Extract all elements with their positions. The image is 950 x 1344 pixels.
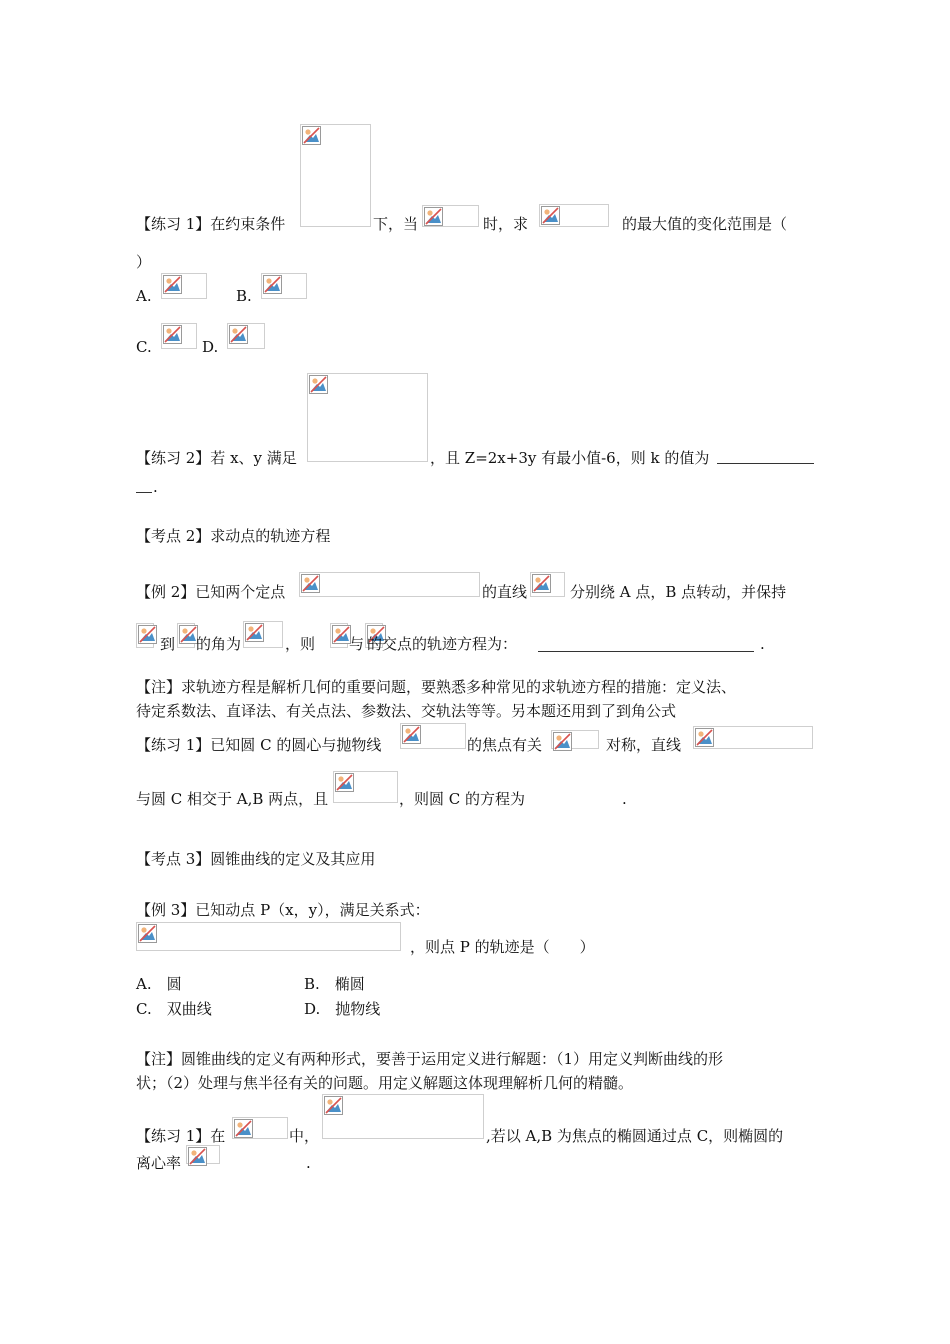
line-equation-image (693, 726, 813, 749)
broken-image-icon (335, 773, 354, 792)
ex2-answer-blank-cont (136, 492, 152, 493)
key-point-3-title: 【考点 3】圆锥曲线的定义及其应用 (136, 850, 376, 868)
ex1-option-d-label: D. (202, 338, 219, 356)
broken-image-icon (234, 1119, 253, 1138)
broken-image-icon (163, 275, 182, 294)
relation-image (136, 922, 401, 951)
li2-text-mid: 的直线 (482, 583, 528, 601)
ex1-option-a-label: A. (136, 287, 152, 305)
li3-option-c: C. 双曲线 (136, 1000, 212, 1018)
option-b-image (261, 273, 307, 299)
eccentricity-image (186, 1145, 220, 1164)
ex2-answer-blank (717, 463, 814, 464)
li3-text-post: ，则点 P 的轨迹是（ ） (410, 938, 595, 956)
parabola-image (400, 723, 466, 749)
note2-line1: 【注】圆锥曲线的定义有两种形式，要善于运用定义进行解题：（1）用定义判断曲线的形 (136, 1050, 724, 1068)
ex1-text-close: ） (136, 253, 152, 271)
ex4-text-pre: 【练习 1】在 (136, 1127, 226, 1145)
li2-text-tail: . (760, 635, 765, 653)
option-d-image (227, 323, 265, 349)
fixed-points-image (299, 572, 480, 597)
option-c-image (161, 323, 197, 349)
line-l1-image-2 (330, 623, 348, 648)
li2-text-pre: 【例 2】已知两个定点 (136, 583, 286, 601)
ex1-option-b-label: B. (236, 287, 252, 305)
ex1-text-post: 的最大值的变化范围是（ (622, 215, 788, 233)
ex3-text-mid: 的焦点有关 (467, 736, 543, 754)
condition-image (422, 205, 479, 227)
broken-image-icon (324, 1096, 343, 1115)
chord-length-image (333, 771, 398, 803)
objective-image (539, 204, 609, 227)
line-l1-image (136, 623, 154, 648)
note2-line2: 状；（2）处理与焦半径有关的问题。用定义解题这体现理解析几何的精髓。 (136, 1074, 634, 1092)
ex1-option-c-label: C. (136, 338, 152, 356)
broken-image-icon (229, 325, 248, 344)
broken-image-icon (532, 574, 551, 593)
angle-image (243, 621, 283, 648)
li3-option-b: B. 椭圆 (304, 975, 365, 993)
li3-option-d: D. 抛物线 (304, 1000, 381, 1018)
ex4-text-mid: 中， (289, 1127, 320, 1145)
ex2-text-pre: 【练习 2】若 x、y 满足 (136, 449, 297, 467)
note1-line1: 【注】求轨迹方程是解析几何的重要问题，要熟悉多种常见的求轨迹方程的措施：定义法、 (136, 678, 737, 696)
line-l2-image (177, 623, 195, 648)
triangle-condition-image (322, 1094, 484, 1139)
ex2-text-tail: . (153, 478, 158, 496)
broken-image-icon (245, 623, 264, 642)
broken-image-icon (138, 924, 157, 943)
ex1-text-pre: 【练习 1】在约束条件 (136, 215, 286, 233)
ex3-text-l2a: 与圆 C 相交于 A,B 两点，且 (136, 790, 329, 808)
broken-image-icon (263, 275, 282, 294)
li2-text-and: 与 (349, 635, 365, 653)
broken-image-icon (301, 574, 320, 593)
broken-image-icon (424, 207, 443, 226)
broken-image-icon (302, 126, 321, 145)
broken-image-icon (309, 375, 328, 394)
triangle-image (232, 1117, 288, 1139)
broken-image-icon (163, 325, 182, 344)
ex1-text-mid2: 时，求 (483, 215, 529, 233)
ex2-text-post: ，且 Z=2x+3y 有最小值-6，则 k 的值为 (430, 449, 710, 467)
broken-image-icon (188, 1147, 207, 1166)
key-point-2-title: 【考点 2】求动点的轨迹方程 (136, 527, 331, 545)
ex3-text-pre: 【练习 1】已知圆 C 的圆心与抛物线 (136, 736, 382, 754)
symmetry-line-image (551, 730, 599, 749)
ex3-text-tail: . (622, 790, 627, 808)
ex1-text-mid1: 下，当 (373, 215, 419, 233)
broken-image-icon (553, 732, 572, 751)
lines-image (530, 572, 565, 597)
li3-option-a: A. 圆 (136, 975, 182, 993)
broken-image-icon (402, 725, 421, 744)
broken-image-icon (138, 625, 157, 644)
li2-text-to: 到 (160, 635, 176, 653)
note1-line2: 待定系数法、直译法、有关点法、参数法、交轨法等等。另本题还用到了到角公式 (136, 702, 677, 720)
ex3-text-l2b: ，则圆 C 的方程为 (399, 790, 526, 808)
li3-text-pre: 【例 3】已知动点 P（x，y），满足关系式： (136, 901, 430, 919)
li2-text-then: ，则 (285, 635, 316, 653)
broken-image-icon (695, 728, 714, 747)
system-image (307, 373, 428, 462)
li2-text-angle: 的角为 (196, 635, 242, 653)
li2-answer-blank (538, 651, 754, 652)
ex4-text-l2: 离心率 (136, 1154, 182, 1172)
ex3-text-post: 对称，直线 (606, 736, 682, 754)
option-a-image (161, 273, 207, 299)
li2-text-post: 分别绕 A 点，B 点转动，并保持 (570, 583, 787, 601)
constraint-image (300, 124, 371, 227)
li2-text-locus: 的交点的轨迹方程为： (367, 635, 518, 653)
ex4-text-tail: . (306, 1154, 311, 1172)
broken-image-icon (541, 206, 560, 225)
ex4-text-post: ,若以 A,B 为焦点的椭圆通过点 C，则椭圆的 (486, 1127, 784, 1145)
